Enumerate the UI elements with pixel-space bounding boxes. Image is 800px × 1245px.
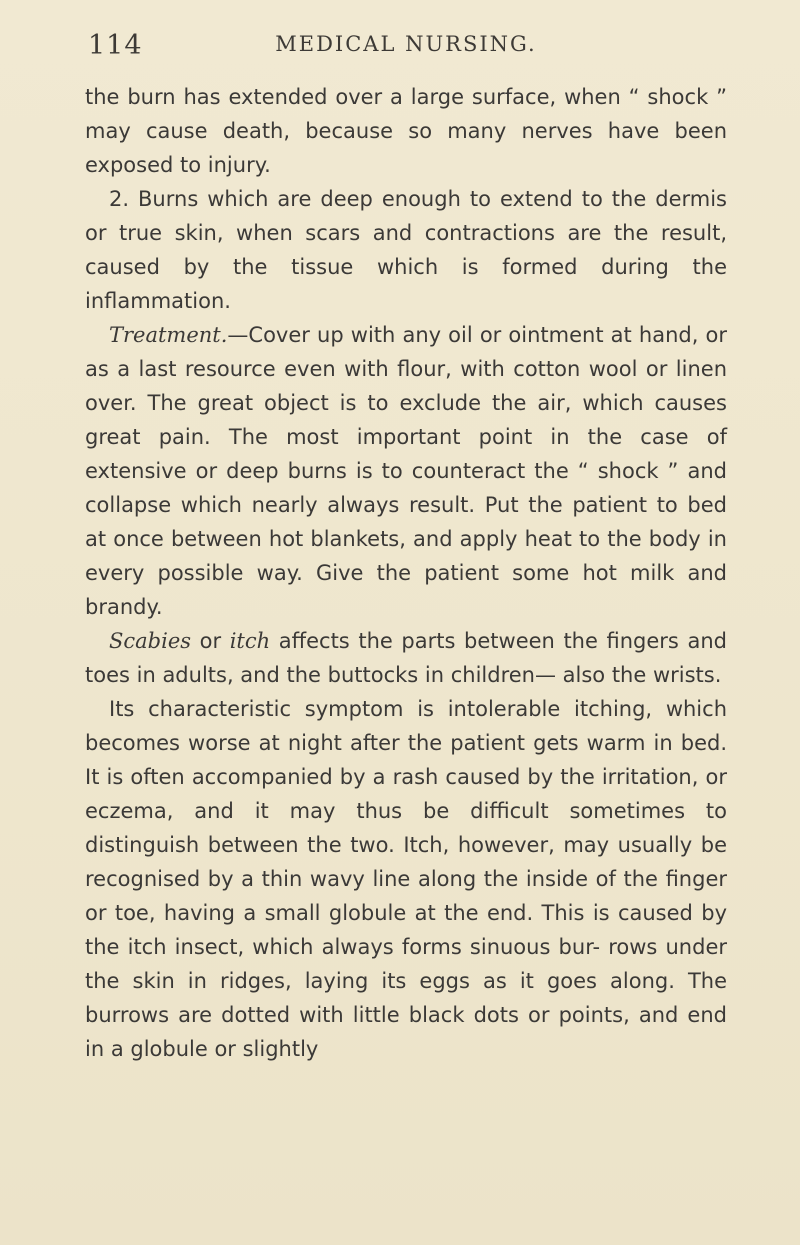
paragraph-symptoms: Its characteristic symptom is intolerable itching, which becomes worse at night after the patient gets warm in bed. It is often accompanied by a rash caused by the irritation, or eczema, and it may thus be difficult sometimes to distinguish between the two. Itch, however, may usually be recognised by a thin wavy line along the inside of the finger or toe, having a small globule at the end. This is caused by the itch insect, which always forms sinuous bur- rows under the skin in ridges, laying its eggs as it goes along. The burrows are dotted with little black dots or points, and end in a globule or slightly	[85, 697, 727, 1061]
running-head: MEDICAL NURSING.	[275, 32, 537, 56]
treatment-text: —Cover up with any oil or ointment at hand, or as a last resource even with flour, with cotton wool or linen over. The great object is to exclude the air, which causes great pain. The most important point in the case of extensive or deep burns is to counteract the “ shock ” and collapse which nearly always result. Put the patient to bed at once between hot blankets, and apply heat to the body in every possible way. Give the patient some hot milk and brandy.	[85, 323, 727, 619]
scabies-or: or	[191, 629, 230, 653]
paragraph-burns-deep: 2. Burns which are deep enough to extend to the dermis or true skin, when scars and contractions are the result, caused by the tissue which is formed during the inflammation.	[85, 187, 727, 313]
scabies-term: Scabies	[109, 629, 192, 653]
itch-term: itch	[229, 629, 271, 653]
paragraph-treatment	[85, 318, 727, 624]
scabies-text: affects the parts between the fingers and toes in adults, and the buttocks in children— also the wrists.	[85, 629, 727, 687]
paragraph-burn-continued: the burn has extended over a large surface, when “ shock ” may cause death, because so many nerves have been exposed to injury.	[85, 85, 727, 177]
page-number: 114	[88, 30, 143, 61]
paragraph-scabies	[85, 624, 727, 692]
page-header	[88, 30, 724, 60]
body-text	[85, 80, 727, 1066]
treatment-heading: Treatment.	[109, 323, 228, 347]
